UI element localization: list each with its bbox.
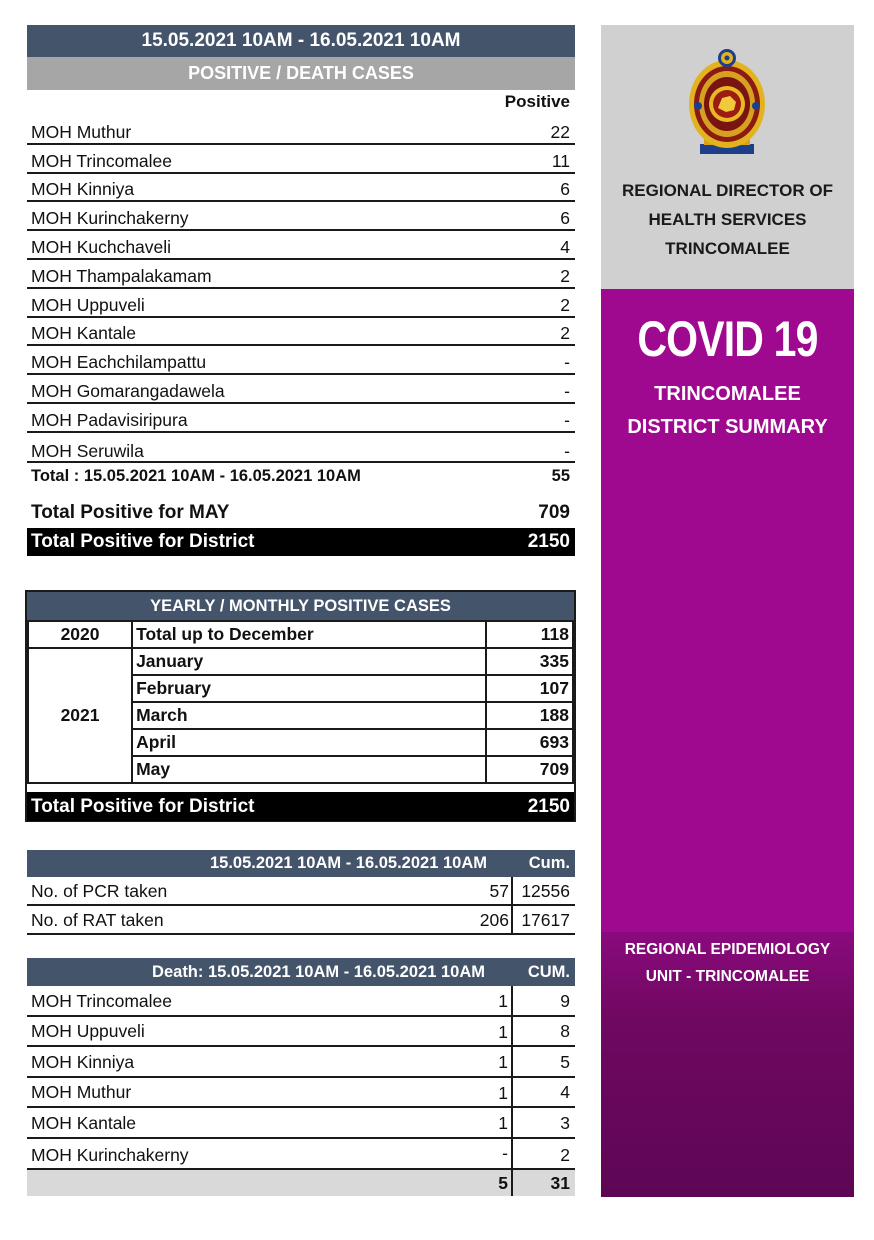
death-value: 1 bbox=[447, 1047, 513, 1076]
test-value: 206 bbox=[447, 906, 513, 933]
moh-value: - bbox=[564, 409, 570, 430]
table-row bbox=[27, 289, 575, 318]
death-cum: 4 bbox=[560, 1082, 570, 1102]
yearly-grid bbox=[27, 620, 574, 784]
death-moh-name: MOH Kantale bbox=[31, 1112, 137, 1133]
death-value: 1 bbox=[447, 986, 513, 1015]
month-value: 188 bbox=[486, 702, 573, 729]
period-total-label: Total : 15.05.2021 10AM - 16.05.2021 10AM bbox=[31, 466, 361, 485]
date-range-header: 15.05.2021 10AM - 16.05.2021 10AM bbox=[27, 25, 575, 57]
table-row bbox=[27, 260, 575, 289]
table-row bbox=[27, 1047, 575, 1078]
month-value: 107 bbox=[486, 675, 573, 702]
yearly-monthly-title: YEARLY / MONTHLY POSITIVE CASES bbox=[27, 592, 574, 620]
table-row bbox=[27, 1017, 575, 1048]
moh-name: MOH Trincomalee bbox=[31, 150, 173, 171]
may-total-row bbox=[27, 499, 575, 527]
table-row bbox=[27, 145, 575, 174]
table-row bbox=[27, 906, 575, 935]
positive-column-header: Positive bbox=[504, 92, 570, 111]
may-total-value: 709 bbox=[538, 502, 570, 523]
month-label: February bbox=[132, 675, 486, 702]
yearly-total-label: Total Positive for District bbox=[31, 795, 255, 817]
moh-value: 6 bbox=[560, 179, 570, 200]
moh-value: - bbox=[564, 440, 570, 461]
death-value: 1 bbox=[447, 1017, 513, 1046]
table-row bbox=[27, 986, 575, 1017]
month-value: 335 bbox=[486, 648, 573, 675]
table-row bbox=[27, 116, 575, 145]
moh-cases-table bbox=[27, 116, 575, 462]
epidemiology-unit-label bbox=[601, 936, 854, 990]
moh-value: 11 bbox=[551, 150, 570, 171]
tests-header bbox=[27, 850, 575, 877]
table-row bbox=[27, 1078, 575, 1109]
table-row bbox=[27, 202, 575, 231]
death-cum: 3 bbox=[560, 1112, 570, 1133]
month-label: May bbox=[132, 756, 486, 783]
district-summary-title bbox=[601, 378, 854, 444]
test-name: No. of RAT taken bbox=[31, 910, 164, 930]
moh-value: 22 bbox=[550, 121, 570, 142]
table-row bbox=[27, 318, 575, 347]
death-value: 1 bbox=[447, 1078, 513, 1107]
yearly-monthly-table bbox=[25, 590, 576, 822]
table-row bbox=[27, 1138, 575, 1169]
month-label: January bbox=[132, 648, 486, 675]
unit-line-2: UNIT - TRINCOMALEE bbox=[645, 968, 810, 985]
test-value: 57 bbox=[447, 877, 513, 904]
deaths-header bbox=[27, 958, 575, 986]
moh-name: MOH Seruwila bbox=[31, 440, 144, 461]
period-total-value: 55 bbox=[551, 466, 570, 485]
month-label: April bbox=[132, 729, 486, 756]
moh-value: 2 bbox=[560, 265, 570, 286]
rdhs-line-2: HEALTH SERVICES bbox=[648, 210, 807, 229]
district-total-label: Total Positive for District bbox=[31, 531, 255, 552]
death-cum: 9 bbox=[560, 990, 570, 1011]
deaths-total-row bbox=[27, 1168, 575, 1196]
month-value: 693 bbox=[486, 729, 573, 756]
rdhs-title bbox=[601, 176, 854, 263]
rdhs-line-1: REGIONAL DIRECTOR OF bbox=[622, 181, 833, 200]
table-row bbox=[27, 404, 575, 433]
table-row bbox=[27, 231, 575, 260]
tests-period-header: 15.05.2021 10AM - 16.05.2021 10AM bbox=[209, 854, 487, 872]
positive-death-subtitle: POSITIVE / DEATH CASES bbox=[27, 57, 575, 90]
moh-name: MOH Kuchchaveli bbox=[31, 236, 172, 257]
moh-name: MOH Kurinchakerny bbox=[31, 208, 189, 229]
month-value: 709 bbox=[486, 756, 573, 783]
tests-cum-header: Cum. bbox=[528, 854, 570, 872]
moh-name: MOH Muthur bbox=[31, 121, 132, 142]
yearly-total-value: 2150 bbox=[527, 795, 570, 817]
year-2021: 2021 bbox=[28, 648, 132, 783]
moh-name: MOH Padavisiripura bbox=[31, 409, 188, 430]
year-2020-label: Total up to December bbox=[132, 621, 486, 648]
table-row bbox=[27, 375, 575, 404]
moh-value: 6 bbox=[560, 208, 570, 229]
rdhs-line-3: TRINCOMALEE bbox=[665, 239, 790, 258]
district-total-value: 2150 bbox=[527, 531, 570, 552]
district-line-1: TRINCOMALEE bbox=[654, 383, 801, 405]
death-value: - bbox=[447, 1138, 513, 1169]
period-total-row bbox=[27, 461, 575, 489]
deaths-total-cum: 31 bbox=[550, 1173, 570, 1193]
death-moh-name: MOH Kurinchakerny bbox=[31, 1144, 189, 1165]
moh-name: MOH Gomarangadawela bbox=[31, 380, 225, 401]
month-label: March bbox=[132, 702, 486, 729]
table-row bbox=[28, 648, 573, 675]
death-moh-name: MOH Uppuveli bbox=[31, 1021, 145, 1041]
death-cum: 8 bbox=[560, 1021, 570, 1041]
deaths-cum-header: CUM. bbox=[527, 963, 570, 981]
test-name: No. of PCR taken bbox=[31, 881, 168, 901]
district-line-2: DISTRICT SUMMARY bbox=[627, 416, 828, 438]
table-row bbox=[27, 1108, 575, 1139]
moh-name: MOH Uppuveli bbox=[31, 294, 145, 315]
district-total-row bbox=[27, 528, 575, 556]
table-row bbox=[27, 877, 575, 906]
death-value: 1 bbox=[447, 1108, 513, 1137]
moh-name: MOH Kantale bbox=[31, 323, 137, 344]
moh-value: - bbox=[564, 352, 570, 373]
deaths-period-header: Death: 15.05.2021 10AM - 16.05.2021 10AM bbox=[152, 963, 485, 981]
table-row bbox=[27, 346, 575, 375]
year-2020-value: 118 bbox=[486, 621, 573, 648]
moh-name: MOH Eachchilampattu bbox=[31, 352, 207, 373]
moh-value: 2 bbox=[560, 323, 570, 344]
yearly-total-row bbox=[27, 792, 574, 821]
test-cum: 12556 bbox=[521, 881, 570, 901]
test-cum: 17617 bbox=[521, 910, 570, 930]
death-cum: 2 bbox=[560, 1144, 570, 1165]
may-total-label: Total Positive for MAY bbox=[31, 502, 230, 523]
unit-line-1: REGIONAL EPIDEMIOLOGY bbox=[624, 941, 831, 958]
moh-value: 4 bbox=[560, 236, 570, 257]
moh-value: - bbox=[564, 380, 570, 401]
death-cum: 5 bbox=[560, 1051, 570, 1072]
deaths-total-value: 5 bbox=[447, 1170, 513, 1196]
death-moh-name: MOH Kinniya bbox=[31, 1051, 135, 1072]
table-row bbox=[28, 621, 573, 648]
death-moh-name: MOH Muthur bbox=[31, 1082, 132, 1102]
sri-lanka-emblem-icon bbox=[686, 46, 768, 158]
year-2020: 2020 bbox=[28, 621, 132, 648]
moh-name: MOH Thampalakamam bbox=[31, 265, 212, 286]
covid-title: COVID 19 bbox=[637, 311, 818, 367]
moh-value: 2 bbox=[560, 294, 570, 315]
table-row bbox=[27, 433, 575, 462]
death-moh-name: MOH Trincomalee bbox=[31, 990, 173, 1011]
table-row bbox=[27, 174, 575, 203]
moh-name: MOH Kinniya bbox=[31, 179, 135, 200]
